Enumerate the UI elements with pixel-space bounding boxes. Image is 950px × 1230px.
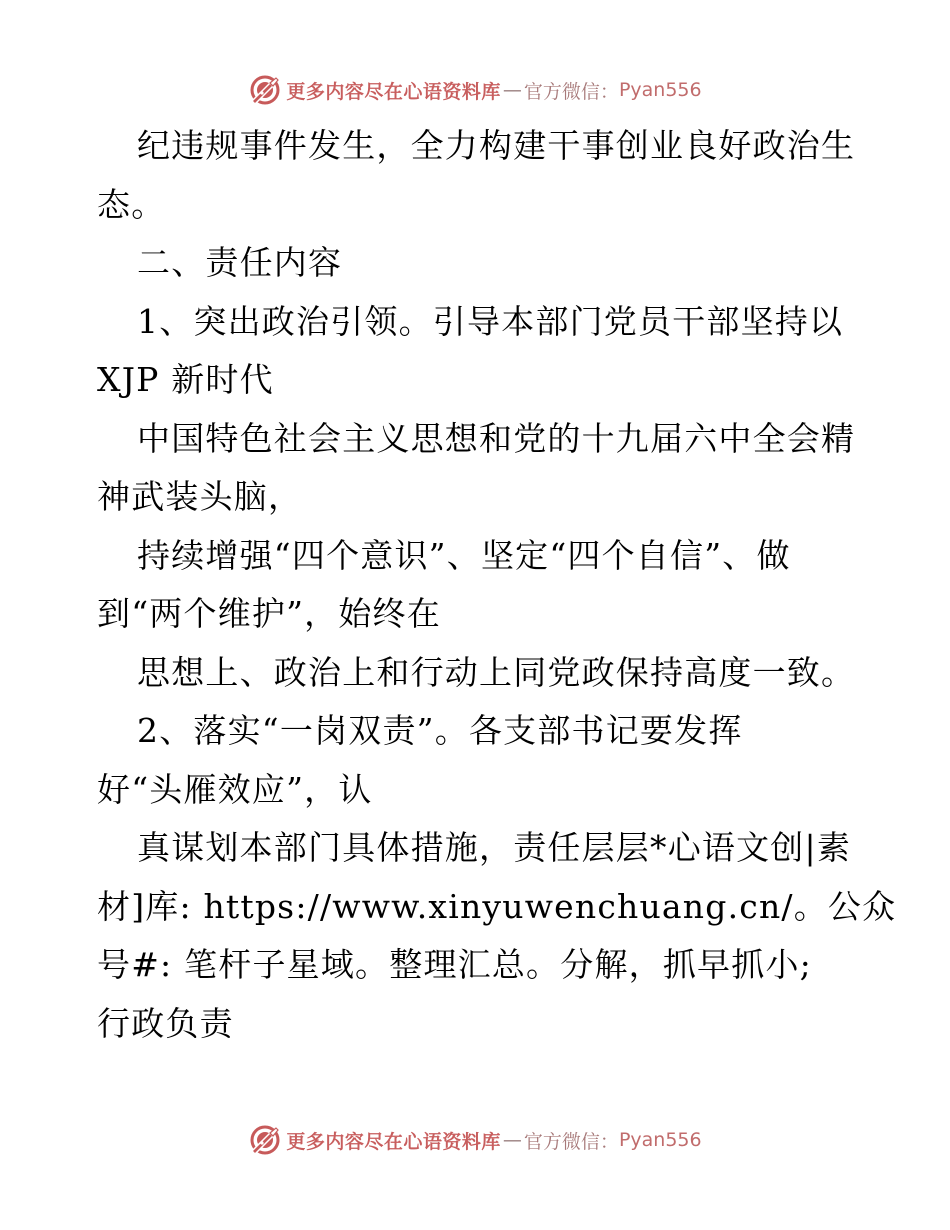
watermark-wechat-id: Pyan556 — [618, 1129, 702, 1151]
body-line-14: 材]库: https://www.xinyuwenchuang.cn/。公众 — [97, 887, 897, 926]
watermark-wechat-label: 官方微信： — [523, 80, 619, 103]
footer-watermark — [0, 1120, 950, 1160]
body-line-13: 真谋划本部门具体措施，责任层层*心语文创|素 — [137, 828, 852, 867]
header-watermark — [0, 70, 950, 110]
pen-nib-logo-icon — [248, 1123, 282, 1157]
body-line-12: 好“头雁效应”，认 — [97, 770, 373, 809]
body-line-6: 中国特色社会主义思想和党的十九届六中全会精 — [137, 419, 856, 458]
body-line-5: XJP 新时代 — [97, 360, 274, 399]
body-line-9: 到“两个维护”，始终在 — [97, 594, 441, 633]
watermark-wechat-id: Pyan556 — [618, 79, 702, 101]
body-line-1: 纪违规事件发生，全力构建干事创业良好政治生 — [137, 126, 856, 165]
watermark-dash: — — [502, 79, 522, 101]
watermark-main-text: 更多内容尽在心语资料库 — [286, 80, 501, 103]
pen-nib-logo-icon — [248, 73, 282, 107]
watermark-dash: — — [502, 1129, 522, 1151]
body-line-15: 号#: 笔杆子星域。整理汇总。分解，抓早抓小; — [97, 945, 812, 984]
body-line-7: 神武装头脑， — [97, 477, 303, 516]
body-line-11: 2、落实“一岗双责”。各支部书记要发挥 — [137, 711, 743, 750]
section-heading: 二、责任内容 — [137, 243, 343, 282]
body-line-16: 行政负责 — [97, 1004, 234, 1043]
body-line-8: 持续增强“四个意识”、坚定“四个自信”、做 — [137, 536, 791, 575]
watermark-wechat-label: 官方微信： — [523, 1130, 619, 1153]
body-line-2: 态。 — [97, 185, 166, 224]
watermark-main-text: 更多内容尽在心语资料库 — [286, 1130, 501, 1153]
body-line-10: 思想上、政治上和行动上同党政保持高度一致。 — [137, 653, 856, 692]
body-line-4: 1、突出政治引领。引导本部门党员干部坚持以 — [137, 302, 844, 341]
